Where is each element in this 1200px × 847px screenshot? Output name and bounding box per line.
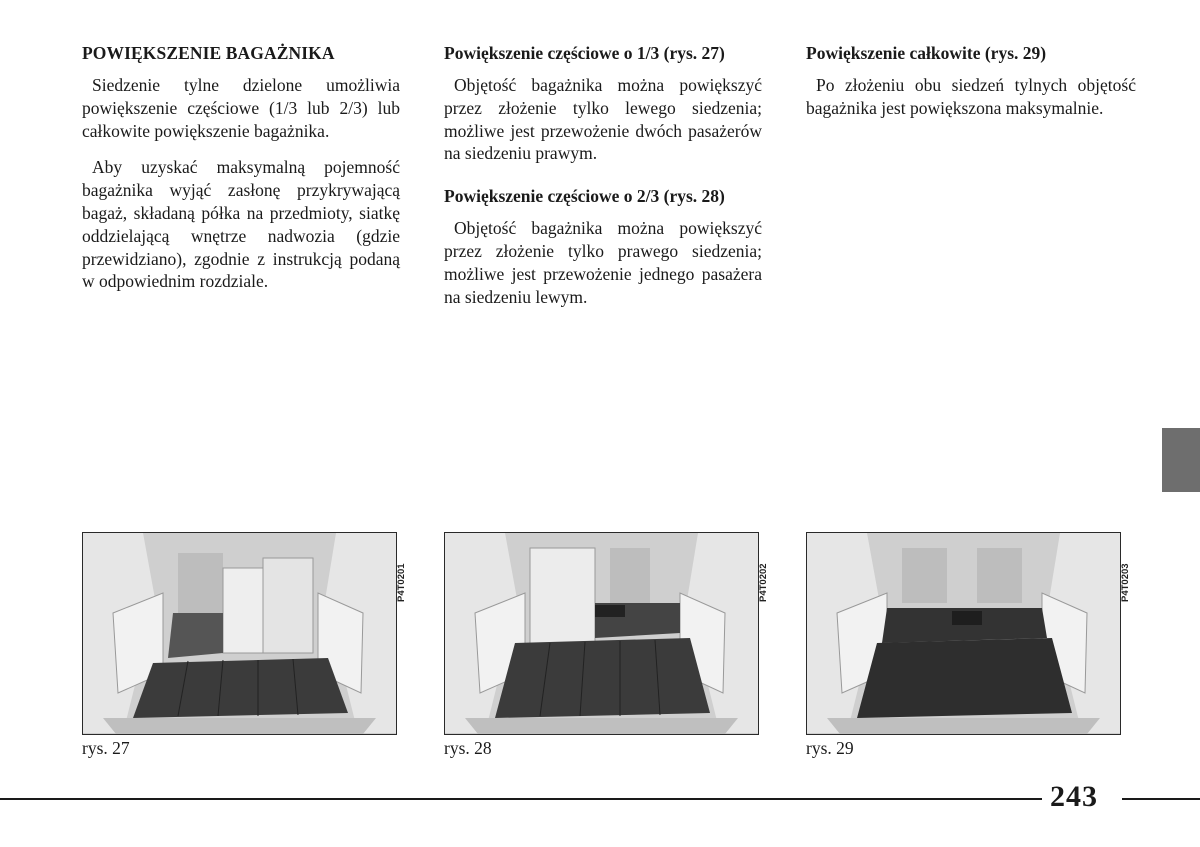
section-heading-full: Powiększenie całkowite (rys. 29) — [806, 43, 1047, 63]
trunk-photo-2-3 — [445, 533, 758, 734]
section-heading-partial-2-3: Powiększenie częściowe o 2/3 (rys. 28) — [444, 186, 725, 207]
chapter-tab-marker — [1162, 428, 1200, 492]
figure-code-label-3: P4T0203 — [1120, 563, 1131, 602]
footer-rule-left — [0, 798, 1042, 800]
figure-rys-28 — [444, 532, 759, 735]
intro-paragraph: Siedzenie tylne dzielone umożliwia powiększenie częściowe (1/3 lub 2/3) lub całkowite powiększenie bagażnika. — [82, 75, 400, 141]
section-heading-partial-1-3: Powiększenie częściowe o 1/3 (rys. 27) — [444, 43, 725, 63]
column-intro — [82, 42, 400, 307]
column-partial — [444, 42, 762, 322]
trunk-photo-full — [807, 533, 1120, 734]
column-full — [806, 42, 1136, 134]
section-heading-main: POWIĘKSZENIE BAGAŻNIKA — [82, 43, 335, 63]
partial-2-3-paragraph: Objętość bagażnika można powiększyć przez złożenie tylko prawego siedzenia; możliwe jest przewożenie jednego pasażera na siedzeniu lewym. — [444, 218, 762, 307]
footer-rule-right — [1122, 798, 1200, 800]
page-number: 243 — [1050, 780, 1098, 813]
figure-code-label-2: P4T0202 — [758, 563, 769, 602]
full-paragraph: Po złożeniu obu siedzeń tylnych objętość bagażnika jest powiększona maksymalnie. — [806, 75, 1136, 118]
partial-1-3-paragraph: Objętość bagażnika można powiększyć przez złożenie tylko lewego siedzenia; możliwe jest przewożenie dwóch pasażerów na siedzeniu prawym. — [444, 75, 762, 164]
figure-caption-29: rys. 29 — [806, 738, 854, 758]
figure-code-3 — [1120, 532, 1132, 602]
instructions-paragraph: Aby uzyskać maksymalną pojemność bagażnika wyjąć zasłonę przykrywającą bagaż, składaną półka na przedmioty, siatkę oddzielającą wnętrze nadwozia (gdzie przewidziano), zgodnie z instrukcją podaną w odpowiednim rozdziale. — [82, 157, 400, 292]
figure-code-2 — [758, 532, 770, 602]
figure-rys-27 — [82, 532, 397, 735]
figure-code-label-1: P4T0201 — [396, 563, 407, 602]
figure-code-1 — [396, 532, 408, 602]
trunk-photo-1-3 — [83, 533, 396, 734]
figure-caption-27: rys. 27 — [82, 738, 130, 758]
figure-rys-29 — [806, 532, 1121, 735]
figure-caption-28: rys. 28 — [444, 738, 492, 758]
